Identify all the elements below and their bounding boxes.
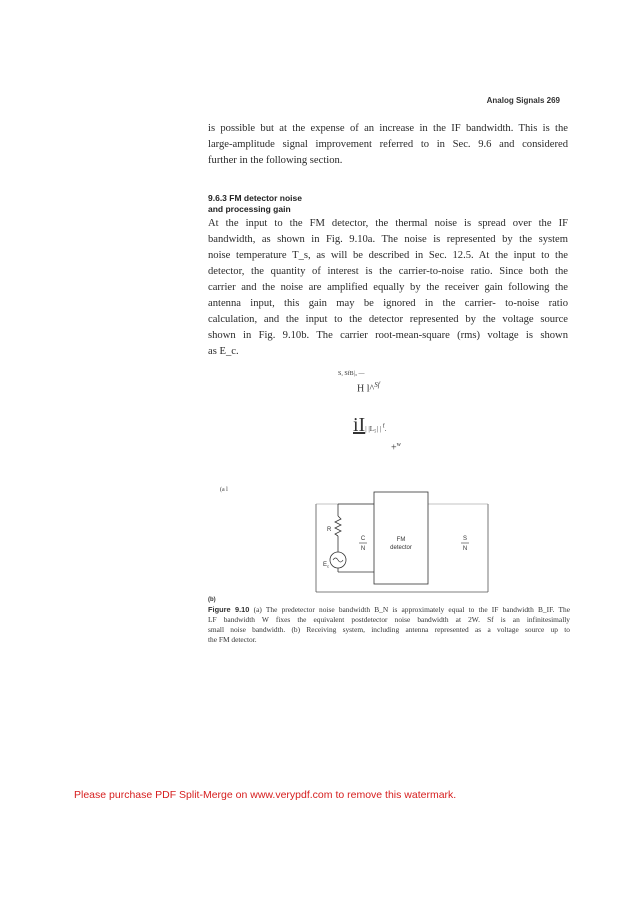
body-line: At the input to the FM detector, the thermal noise is spread over the IF: [208, 218, 568, 229]
body-line: detector, the quantity of interest is the carrier-to-noise ratio. Since both the: [208, 266, 568, 277]
cn-denominator: N: [360, 546, 366, 552]
figure-a-garble-line4: [391, 442, 401, 453]
figure-a-garble-end: .: [384, 425, 387, 433]
source-label: [323, 562, 329, 569]
figure-b-label: (b): [208, 597, 216, 603]
figure-a-garble-sup: w: [396, 442, 401, 448]
body-line: noise temperature T_s, as will be described in Sec. 12.5. At the input to the: [208, 250, 568, 261]
resistor-label: R: [327, 527, 332, 533]
body-line: antenna input, this gain may be ignored in the carrier- to-noise ratio: [208, 298, 568, 309]
running-head: Analog Signals 269: [486, 96, 560, 105]
figure-a-garble-line1: S, SfB|₃ —: [338, 371, 365, 377]
intro-line: is possible but at the expense of an increase in the IF bandwidth. This is the: [208, 123, 568, 134]
watermark-text: Please purchase PDF Split-Merge on www.verypdf.com to remove this watermark.: [74, 789, 457, 801]
section-heading-line2: and processing gain: [208, 204, 291, 214]
body-line: as E_c.: [208, 346, 239, 357]
caption-line: small noise bandwidth. (b) Receiving system, including antenna represented as a voltage source up to: [208, 625, 570, 634]
figure-a-garble-plus: +: [391, 442, 397, 454]
caption-figure-label: Figure 9.10: [208, 605, 250, 614]
figure-b-diagram: [312, 488, 492, 598]
body-line: shown in Fig. 9.10b. The carrier root-mean-square (rms) voltage is shown: [208, 330, 568, 341]
body-line: bandwidth, as shown in Fig. 9.10a. The noise is represented by the system: [208, 234, 568, 245]
fm-detector-label-line1: FM: [396, 537, 406, 543]
caption-line: the FM detector.: [208, 635, 257, 644]
figure-a-label: (a l: [220, 487, 228, 493]
figure-a-garble-sup: Sf: [374, 381, 380, 389]
source-label-text: E: [323, 562, 328, 568]
caption-line: [208, 605, 570, 615]
sn-denominator: N: [462, 546, 468, 552]
figure-a-garble-line3: [353, 414, 387, 437]
figure-a-garble-text: H l^: [357, 383, 375, 395]
source-label-subscript: c: [327, 563, 330, 569]
cn-numerator: C: [360, 536, 366, 542]
figure-caption: [208, 605, 570, 645]
figure-a-garble-big: iI: [353, 414, 366, 436]
section-heading: [208, 193, 408, 215]
body-line: carrier and the noise are amplified equally by the receiver gain following the: [208, 282, 568, 293]
fm-detector-label-line2: detector: [390, 545, 412, 551]
resistor-symbol: [335, 516, 341, 536]
figure-a-garble-line2: [357, 381, 380, 394]
intro-line: large-amplitude signal improvement referred to in Sec. 9.6 and considered: [208, 139, 568, 150]
intro-paragraph: [208, 121, 568, 169]
figure-a-garble-sup: f: [382, 423, 385, 430]
caption-line-text: (a) The predetector noise bandwidth B_N is approximately equal to the IF bandwidth B_IF. The: [253, 605, 571, 614]
body-paragraph: [208, 216, 568, 360]
sn-numerator: S: [462, 536, 468, 542]
body-line: calculation, and the input to the detector represented by the voltage source: [208, 314, 568, 325]
caption-line: LF bandwidth W fixes the equivalent postdetector noise bandwidth at 2W. Sf is an infinitesimally: [208, 615, 570, 624]
figure-a-garble-rest: | |L₅| |: [365, 425, 383, 433]
section-heading-line1: 9.6.3 FM detector noise: [208, 193, 302, 203]
intro-line: further in the following section.: [208, 155, 343, 166]
